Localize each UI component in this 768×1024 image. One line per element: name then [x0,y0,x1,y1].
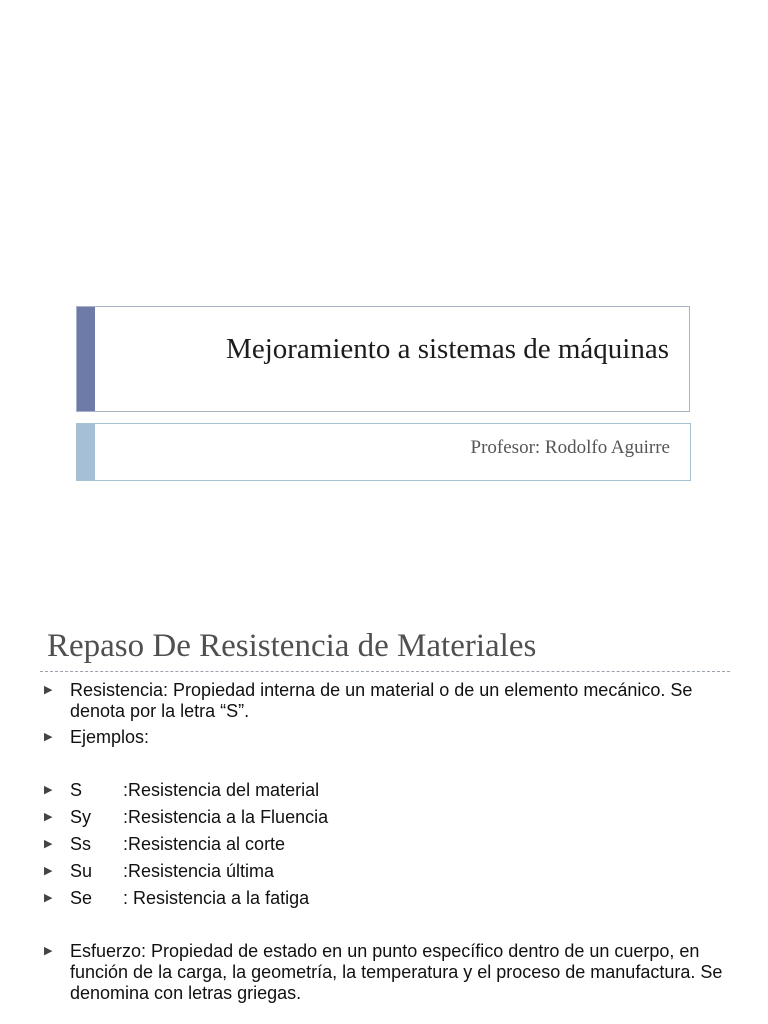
subtitle-box [76,423,691,481]
triangle-right-icon: ▶ [44,731,53,743]
bullet-text: Esfuerzo: Propiedad de estado en un punto específico dentro de un cuerpo, en función de la carga, la geometría, la temperatura y el proceso de manufactura. Se denomina con letras griegas. [70,941,723,1003]
title-divider [40,671,730,672]
content-title: Repaso De Resistencia de Materiales [47,628,537,664]
bullet-item [0,807,768,828]
triangle-right-icon: ▶ [44,892,53,904]
title-accent-bar [77,307,95,411]
slide-subtitle: Profesor: Rodolfo Aguirre [470,437,670,458]
slide-title: Mejoramiento a sistemas de máquinas [226,333,669,365]
bullet-item [0,834,768,855]
bullet-item [0,941,768,1004]
title-box [76,306,690,412]
bullet-item [0,888,768,909]
example-desc: :Resistencia última [123,861,275,881]
bullet-item [0,727,768,748]
example-symbol: Sy [70,807,92,827]
bullet-item [0,680,768,722]
example-symbol: Se [70,888,93,908]
triangle-right-icon: ▶ [44,811,53,823]
example-desc: : Resistencia a la fatiga [123,888,310,908]
triangle-right-icon: ▶ [44,784,53,796]
bullet-list [0,680,768,1004]
example-symbol: S [70,780,83,800]
bullet-item [0,780,768,801]
triangle-right-icon: ▶ [44,865,53,877]
bullet-text: Ejemplos: [70,727,150,747]
bullet-item [0,861,768,882]
content-slide [0,600,768,1024]
triangle-right-icon: ▶ [44,684,53,696]
triangle-right-icon: ▶ [44,945,53,957]
example-symbol: Su [70,861,93,881]
example-desc: :Resistencia al corte [123,834,286,854]
example-desc: :Resistencia del material [123,780,320,800]
example-symbol: Ss [70,834,92,854]
triangle-right-icon: ▶ [44,838,53,850]
subtitle-accent-bar [77,424,95,480]
bullet-text: Resistencia: Propiedad interna de un material o de un elemento mecánico. Se denota por la letra “S”. [70,680,693,721]
example-desc: :Resistencia a la Fluencia [123,807,329,827]
